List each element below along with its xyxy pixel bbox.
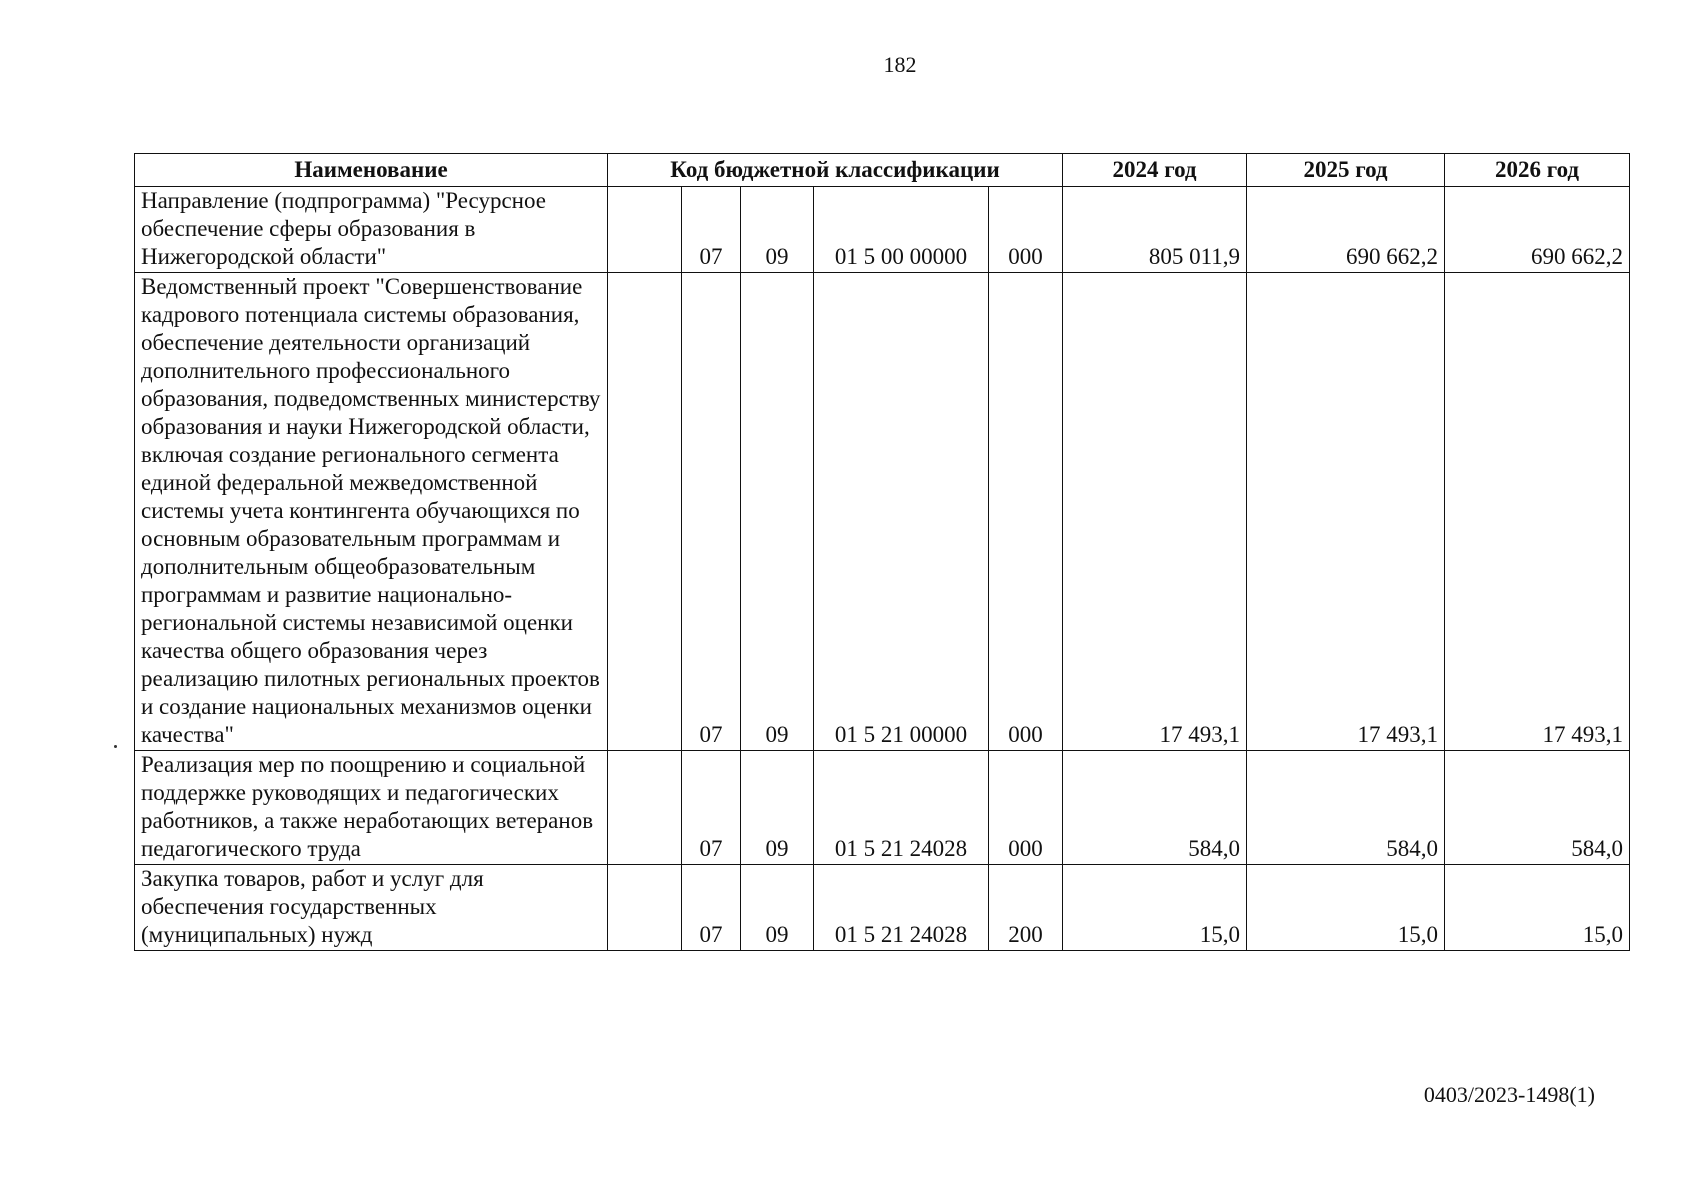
row-blank-cell [608, 273, 682, 751]
row-target: 01 5 00 00000 [814, 187, 989, 273]
row-name: Направление (подпрограмма) "Ресурсное обеспечение сферы образования в Нижегородской области" [135, 187, 608, 273]
row-2024: 15,0 [1063, 865, 1247, 951]
row-expense: 000 [989, 273, 1063, 751]
row-2026: 690 662,2 [1445, 187, 1630, 273]
header-2026: 2026 год [1445, 154, 1630, 187]
row-expense: 200 [989, 865, 1063, 951]
budget-table [134, 153, 1630, 951]
row-subsection: 09 [741, 273, 814, 751]
row-target: 01 5 21 24028 [814, 865, 989, 951]
row-subsection: 09 [741, 865, 814, 951]
row-expense: 000 [989, 751, 1063, 865]
row-2025: 15,0 [1247, 865, 1445, 951]
header-code: Код бюджетной классификации [608, 154, 1063, 187]
table-row [135, 751, 1630, 865]
row-target: 01 5 21 00000 [814, 273, 989, 751]
table-header-row [135, 154, 1630, 187]
row-subsection: 09 [741, 751, 814, 865]
row-2024: 584,0 [1063, 751, 1247, 865]
row-section: 07 [682, 751, 741, 865]
header-2025: 2025 год [1247, 154, 1445, 187]
row-blank-cell [608, 865, 682, 951]
header-2024: 2024 год [1063, 154, 1247, 187]
page-number: 182 [883, 52, 917, 77]
row-name: Реализация мер по поощрению и социальной поддержке руководящих и педагогических работников, а также неработающих ветеранов педагогического труда [135, 751, 608, 865]
table-row [135, 865, 1630, 951]
row-2025: 584,0 [1247, 751, 1445, 865]
row-2025: 17 493,1 [1247, 273, 1445, 751]
row-name: Закупка товаров, работ и услуг для обеспечения государственных (муниципальных) нужд [135, 865, 608, 951]
row-2024: 805 011,9 [1063, 187, 1247, 273]
row-section: 07 [682, 187, 741, 273]
scan-speck [114, 745, 117, 748]
row-target: 01 5 21 24028 [814, 751, 989, 865]
row-section: 07 [682, 273, 741, 751]
row-expense: 000 [989, 187, 1063, 273]
row-2026: 17 493,1 [1445, 273, 1630, 751]
table-row [135, 187, 1630, 273]
row-2024: 17 493,1 [1063, 273, 1247, 751]
row-name: Ведомственный проект "Совершенствование кадрового потенциала системы образования, обеспечение деятельности организаций дополнительного профессионального образования, подведомственных министерству образования и науки Нижегородской области, включая создание регионального сегмента единой федеральной межведомственной системы учета контингента обучающихся по основным образовательным программам и дополнительным общеобразовательным программам и развитие национально-региональной системы независимой оценки качества общего образования через реализацию пилотных региональных проектов и создание национальных механизмов оценки качества" [135, 273, 608, 751]
row-2026: 15,0 [1445, 865, 1630, 951]
document-code: 0403/2023-1498(1) [1423, 1082, 1595, 1107]
row-2025: 690 662,2 [1247, 187, 1445, 273]
row-section: 07 [682, 865, 741, 951]
row-2026: 584,0 [1445, 751, 1630, 865]
header-name: Наименование [135, 154, 608, 187]
table-row [135, 273, 1630, 751]
row-subsection: 09 [741, 187, 814, 273]
row-blank-cell [608, 751, 682, 865]
row-blank-cell [608, 187, 682, 273]
